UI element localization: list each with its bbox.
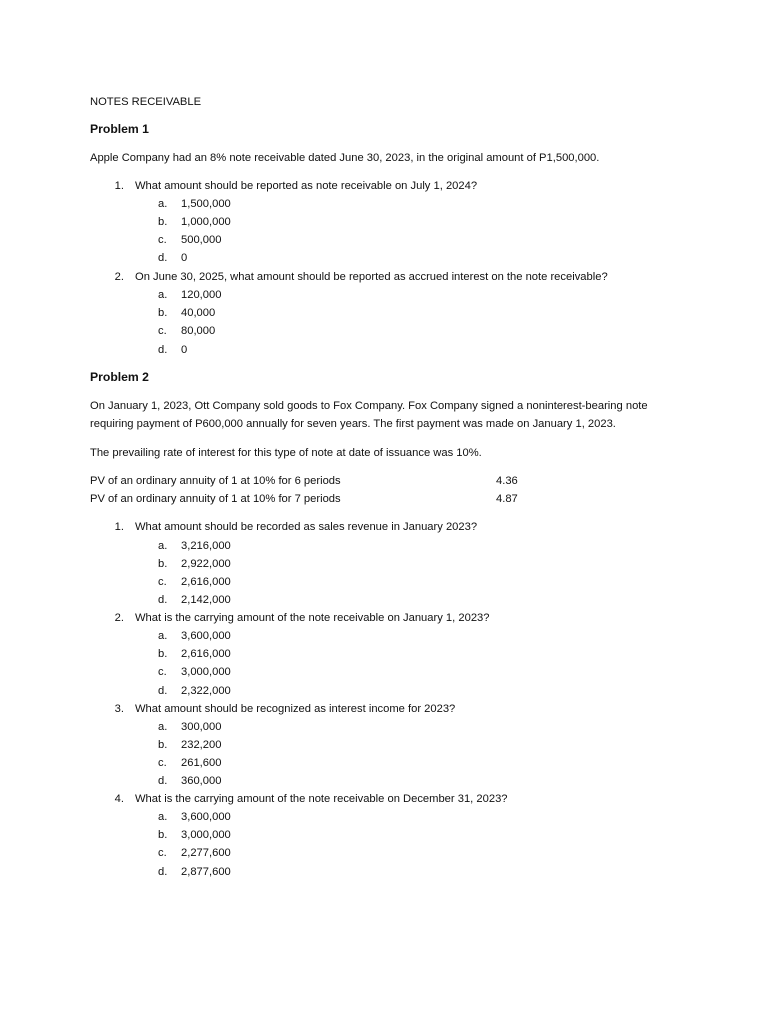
choice-value: 2,877,600: [181, 866, 231, 878]
choice-value: 360,000: [181, 775, 222, 787]
problem2-intro-line1: On January 1, 2023, Ott Company sold goods to Fox Company. Fox Company signed a noninterest-bearing note: [90, 400, 648, 412]
question-text: What amount should be reported as note receivable on July 1, 2024?: [135, 180, 478, 192]
question-number: 4.: [114, 793, 124, 805]
question-text: What amount should be recognized as interest income for 2023?: [135, 703, 456, 715]
choice-letter: c.: [158, 757, 167, 769]
question-text: On June 30, 2025, what amount should be reported as accrued interest on the note receivable?: [135, 271, 608, 283]
choice-value: 3,216,000: [181, 540, 231, 552]
choice-letter: b.: [158, 216, 168, 228]
choice-letter: a.: [158, 811, 168, 823]
choice-letter: c.: [158, 576, 167, 588]
choice-letter: c.: [158, 234, 167, 246]
choice-letter: d.: [158, 344, 168, 356]
choice-value: 500,000: [181, 234, 222, 246]
question-text: What is the carrying amount of the note receivable on January 1, 2023?: [135, 612, 490, 624]
choice-value: 3,600,000: [181, 630, 231, 642]
choice-value: 2,616,000: [181, 576, 231, 588]
document-title: NOTES RECEIVABLE: [90, 96, 202, 108]
question-text: What amount should be recorded as sales revenue in January 2023?: [135, 521, 478, 533]
choice-value: 2,142,000: [181, 594, 231, 606]
question-number: 2.: [114, 271, 124, 283]
choice-letter: c.: [158, 847, 167, 859]
question-number: 2.: [114, 612, 124, 624]
choice-value: 80,000: [181, 325, 216, 337]
problem1-intro: Apple Company had an 8% note receivable dated June 30, 2023, in the original amount of P1,500,000.: [90, 152, 600, 164]
pv-label: PV of an ordinary annuity of 1 at 10% for 6 periods: [90, 475, 341, 487]
pv-value: 4.36: [496, 475, 518, 487]
pv-label: PV of an ordinary annuity of 1 at 10% for 7 periods: [90, 493, 341, 505]
choice-letter: a.: [158, 198, 168, 210]
problem2-rate-text: The prevailing rate of interest for this type of note at date of issuance was 10%.: [90, 447, 482, 459]
choice-letter: b.: [158, 307, 168, 319]
choice-value: 2,616,000: [181, 648, 231, 660]
choice-value: 3,000,000: [181, 666, 231, 678]
choice-value: 1,000,000: [181, 216, 231, 228]
choice-value: 2,322,000: [181, 685, 231, 697]
problem2-intro-line2: requiring payment of P600,000 annually for seven years. The first payment was made on January 1, 2023.: [90, 418, 616, 430]
choice-value: 232,200: [181, 739, 222, 751]
question-text: What is the carrying amount of the note receivable on December 31, 2023?: [135, 793, 508, 805]
choice-letter: a.: [158, 540, 168, 552]
choice-letter: d.: [158, 594, 168, 606]
choice-letter: b.: [158, 558, 168, 570]
choice-value: 0: [181, 252, 188, 264]
choice-value: 0: [181, 344, 188, 356]
choice-letter: b.: [158, 648, 168, 660]
question-number: 3.: [114, 703, 124, 715]
choice-letter: c.: [158, 666, 167, 678]
choice-letter: d.: [158, 866, 168, 878]
choice-value: 2,277,600: [181, 847, 231, 859]
choice-letter: b.: [158, 739, 168, 751]
choice-letter: d.: [158, 252, 168, 264]
question-number: 1.: [114, 521, 124, 533]
question-number: 1.: [114, 180, 124, 192]
choice-letter: a.: [158, 630, 168, 642]
choice-value: 3,600,000: [181, 811, 231, 823]
choice-letter: d.: [158, 685, 168, 697]
choice-value: 1,500,000: [181, 198, 231, 210]
choice-letter: b.: [158, 829, 168, 841]
choice-letter: d.: [158, 775, 168, 787]
problem2-heading: Problem 2: [90, 370, 149, 384]
choice-value: 3,000,000: [181, 829, 231, 841]
choice-letter: a.: [158, 721, 168, 733]
pv-value: 4.87: [496, 493, 518, 505]
problem1-heading: Problem 1: [90, 122, 149, 136]
choice-value: 120,000: [181, 289, 222, 301]
choice-letter: c.: [158, 325, 167, 337]
choice-letter: a.: [158, 289, 168, 301]
choice-value: 40,000: [181, 307, 216, 319]
choice-value: 2,922,000: [181, 558, 231, 570]
choice-value: 300,000: [181, 721, 222, 733]
choice-value: 261,600: [181, 757, 222, 769]
